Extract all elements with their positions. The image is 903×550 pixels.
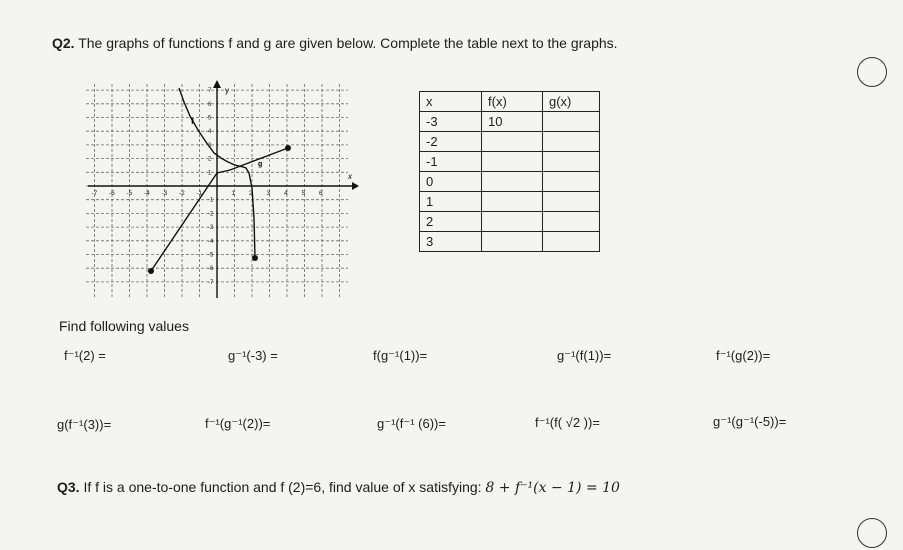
q3-equation: 8 + f⁻¹(x − 1) = 10 [485, 480, 620, 496]
cell-gx[interactable] [543, 152, 600, 172]
g-start-point [148, 268, 154, 274]
x-tick-label: -1 [196, 190, 203, 197]
x-tick-label: -2 [179, 190, 185, 197]
cell-x: -3 [420, 112, 482, 132]
cell-fx[interactable] [482, 212, 543, 232]
cell-x: 1 [420, 192, 482, 212]
x-tick-label: -3 [161, 190, 168, 197]
cell-gx[interactable] [543, 172, 600, 192]
x-tick-label: 4 [284, 190, 288, 197]
y-tick-label: 1 [208, 170, 212, 177]
q3-text: If f is a one-to-one function and f (2)=6, find value of x satisfying: [79, 479, 486, 495]
y-tick-label: -4 [208, 238, 214, 245]
cell-x: 0 [420, 172, 482, 192]
binder-hole-top [857, 57, 887, 87]
x-tick-label: -6 [109, 190, 115, 197]
table-row [420, 112, 600, 132]
expr-finv-2: f⁻¹(2) = [64, 348, 106, 363]
x-tick-label: 3 [266, 190, 271, 197]
y-tick-label: 3 [208, 142, 212, 149]
cell-fx[interactable]: 10 [482, 112, 543, 132]
cell-fx[interactable] [482, 192, 543, 212]
x-tick-label: 6 [319, 190, 323, 197]
table-row [420, 172, 600, 192]
expr-ginv-ginv-neg5: g⁻¹(g⁻¹(-5))= [713, 414, 787, 429]
table-row [420, 132, 600, 152]
x-tick-label: -4 [144, 190, 150, 197]
cell-x: -1 [420, 152, 482, 172]
q3-number: Q3. [57, 479, 80, 495]
y-tick-label: 6 [208, 101, 212, 108]
cell-fx[interactable] [482, 172, 543, 192]
header-x: x [420, 92, 482, 112]
y-axis-label: y [225, 86, 229, 95]
cell-fx[interactable] [482, 132, 543, 152]
expr-finv-g-2: f⁻¹(g(2))= [716, 348, 771, 363]
table-header-row [420, 92, 600, 112]
expr-finv-f-sqrt2: f⁻¹(f( √2 ))= [535, 415, 600, 430]
x-tick-label: -5 [126, 190, 133, 197]
cell-gx[interactable] [543, 212, 600, 232]
q3-heading [57, 479, 620, 496]
q2-text: The graphs of functions f and g are given below. Complete the table next to the graphs. [74, 35, 618, 51]
y-tick-label: 7 [208, 88, 212, 95]
x-axis-arrow [352, 182, 359, 190]
y-tick-label: -2 [208, 211, 214, 218]
x-axis-label: x [348, 172, 352, 181]
cell-x: 2 [420, 212, 482, 232]
y-tick-label: 2 [208, 156, 212, 163]
expr-g-finv-3: g(f⁻¹(3))= [57, 417, 112, 432]
cell-gx[interactable] [543, 112, 600, 132]
function-graph [80, 78, 360, 303]
x-tick-label: 5 [301, 190, 306, 197]
x-tick-labels [92, 190, 324, 197]
y-axis-arrow [213, 80, 221, 88]
y-tick-label: -1 [208, 197, 214, 204]
x-tick-label: 1 [231, 190, 236, 197]
header-fx: f(x) [482, 92, 543, 112]
q2-number: Q2. [52, 35, 75, 51]
cell-gx[interactable] [543, 192, 600, 212]
f-label: f [191, 117, 194, 126]
cell-x: 3 [420, 232, 482, 252]
value-table [419, 91, 600, 252]
g-end-point [285, 145, 291, 151]
table-row [420, 232, 600, 252]
find-values-label: Find following values [59, 318, 189, 334]
y-tick-label: -5 [208, 252, 214, 259]
cell-gx[interactable] [543, 132, 600, 152]
y-tick-label: 5 [208, 115, 212, 122]
cell-gx[interactable] [543, 232, 600, 252]
g-label: g [258, 161, 263, 168]
x-tick-label: -7 [91, 190, 98, 197]
y-tick-label: -6 [208, 266, 214, 273]
table-row [420, 152, 600, 172]
expr-ginv-finv-6: g⁻¹(f⁻¹ (6))= [377, 416, 446, 431]
y-tick-label: -3 [208, 225, 214, 232]
q2-heading [52, 35, 618, 51]
function-g-line [151, 148, 288, 271]
expr-finv-ginv-2: f⁻¹(g⁻¹(2))= [205, 416, 271, 431]
expr-ginv-f-1: g⁻¹(f(1))= [557, 348, 612, 363]
x-tick-label: 2 [249, 190, 253, 197]
cell-x: -2 [420, 132, 482, 152]
f-endpoint [252, 255, 258, 261]
table-row [420, 212, 600, 232]
table-row [420, 192, 600, 212]
y-tick-label: 4 [208, 129, 212, 136]
y-tick-label: -7 [208, 279, 214, 286]
expr-f-ginv-1: f(g⁻¹(1))= [373, 348, 428, 363]
cell-fx[interactable] [482, 232, 543, 252]
cell-fx[interactable] [482, 152, 543, 172]
binder-hole-bottom [857, 518, 887, 548]
header-gx: g(x) [543, 92, 600, 112]
expr-ginv-neg3: g⁻¹(-3) = [228, 348, 278, 363]
